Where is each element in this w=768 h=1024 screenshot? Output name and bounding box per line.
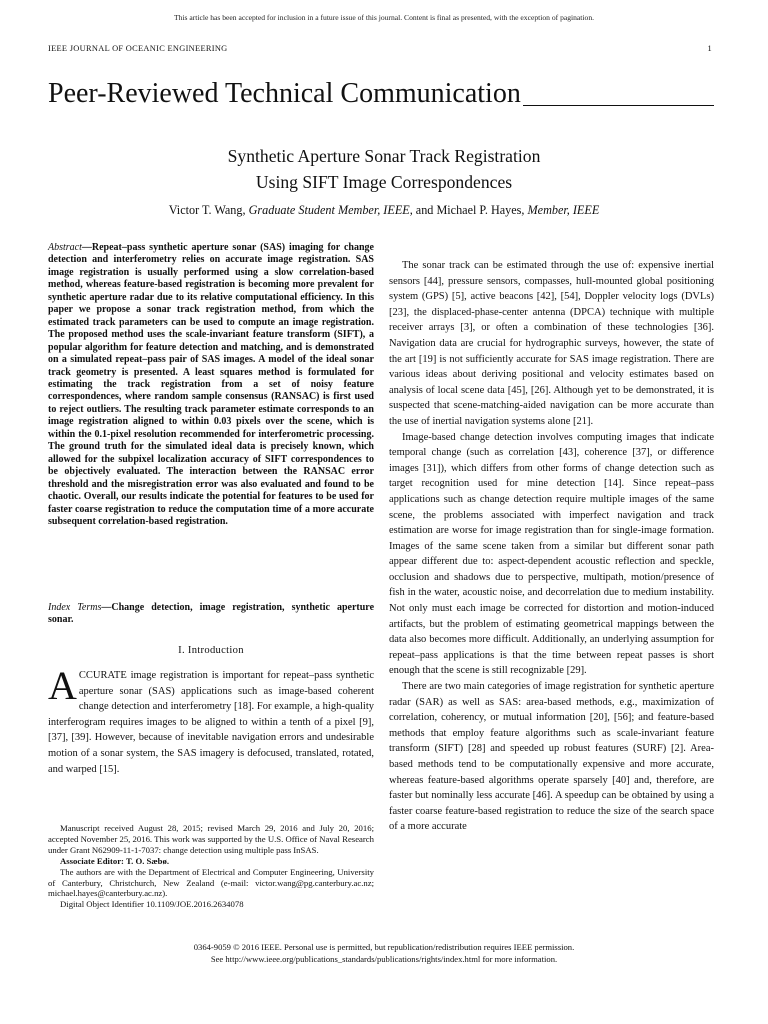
- acceptance-notice: This article has been accepted for inclusion in a future issue of this journal. Content is final as presented, with the exception of pagination.: [173, 13, 595, 22]
- author-1-role: Graduate Student Member, IEEE,: [248, 203, 413, 217]
- abstract: [48, 242, 374, 528]
- intro-text: CCURATE image registration is important for repeat–pass synthetic aperture sonar (SAS) applications such as image-based coherent change detection and interferometry [18]. For example, a high-quality interferogram requires images to be aligned to within a tenth of a pixel [9], [37], [39]. However, because of inevitable navigation errors and undesirable motion of a sonar system, the SAS imagery is defocused, translated, rotated, and warped [15].: [48, 670, 374, 775]
- intro-paragraph: [48, 663, 374, 777]
- journal-name: IEEE JOURNAL OF OCEANIC ENGINEERING: [48, 44, 228, 53]
- page-number: 1: [707, 44, 712, 53]
- section-title-text: Peer-Reviewed Technical Communication: [48, 78, 521, 109]
- paper-title-line2: Using SIFT Image Correspondences: [255, 172, 513, 192]
- paper-title: [0, 143, 768, 195]
- paper-title-line1: Synthetic Aperture Sonar Track Registration: [227, 146, 541, 166]
- abstract-text: —Repeat–pass synthetic aperture sonar (SAS) imaging for change detection and interferometry relies on accurate image registration. SAS image registration is usually performed using a slow correlation-based method, whereas feature-based registration is becoming more prevalent for synthetic aperture radar due to its relative computational efficiency. In this paper we propose a sonar track registration method, from which the estimated track parameters can be used to compute an image registration. The proposed method uses the scale-invariant feature transform (SIFT), a popular algorithm for feature detection and matching, and is demonstrated on a simulated repeat–pass pair of SAS images. A model of the ideal sonar track geometry is presented. A least squares method is formulated for estimating the track registration from a set of noisy feature correspondences, where random sample consensus (RANSAC) is first used to reject outliers. The resulting track parameter estimate corresponds to an image registration aligned to within 0.03 pixels over the scene, which is within the 0.1-pixel resolution recommended for interferometric processing. The ground truth for the simulated ideal data is precisely known, which allowed for the subpixel localization accuracy of SIFT correspondences to be objectively evaluated. The interaction between the RANSAC error threshold and the misregistration error was also evaluated and found to be chaotic. Overall, our results indicate the potential for features to be used for faster coarse registration to reduce the computation time of a more accurate subsequent correlation-based registration.: [48, 242, 374, 527]
- section-title-rule: [523, 105, 714, 106]
- right-paragraph-3: There are two main categories of image registration for synthetic aperture radar (SAR) as well as SAS: area-based methods, e.g., maximization of correlation, coherency, or mutual information [20], [56]; and feature-based methods that employ feature algorithms such as scale-invariant feature transform (SIFT) [28] and speeded up robust features (SURF) [2]. Area-based methods tend to be computationally expensive and more accurate, whereas feature-based algorithms operate sparsely [40] and, therefore, are faster but nominally less accurate [46]. A speedup can be obtained by using a faster coarse feature-based registration to reduce the size of the search space of a more accurate: [389, 681, 714, 833]
- copyright-line2: See http://www.ieee.org/publications_standards/publications/rights/index.html for more information.: [210, 954, 558, 964]
- author-line: [0, 203, 768, 218]
- footnote-editor: Associate Editor: T. O. Sæbø.: [60, 855, 169, 866]
- right-paragraph-1: The sonar track can be estimated through the use of: expensive inertial sensors [44], pressure sensors, compasses, hull-mounted global positioning system (GPS) [5], active beacons [42], [54], Doppler velocity logs (DVLs) [23], the displaced-phase-center antenna (DPCA) technique with multiple receiver arrays [3], or often a combination of these technologies [36]. Navigation data are crucial for hydrographic surveys, however, the state of the art [19] is not sufficiently accurate for SAS image registration. There are various ideas about deriving positional and velocity estimates based on analysis of local scene data [45], [26]. Although yet to be demonstrated, it is suspected that scene-matching-aided navigation can be more accurate than the use of inertial navigation systems alone [21].: [389, 260, 714, 427]
- intro-heading: I. Introduction: [178, 645, 244, 656]
- footnote-manuscript: Manuscript received August 28, 2015; revised March 29, 2016 and July 20, 2016; accepted November 25, 2016. This work was supported by the U.S. Office of Naval Research under Grant N62909-11-1-7037: change detection using multiple pass InSAS.: [48, 823, 374, 855]
- footnote-doi: Digital Object Identifier 10.1109/JOE.2016.2634078: [60, 899, 244, 910]
- copyright-line1: 0364-9059 © 2016 IEEE. Personal use is permitted, but republication/redistribution requires IEEE permission.: [193, 942, 575, 952]
- running-header: [48, 44, 712, 53]
- index-terms: [48, 602, 374, 627]
- footnote-affiliation: The authors are with the Department of Electrical and Computer Engineering, University of Canterbury, Christchurch, New Zealand (e-mail: victor.wang@pg.canterbury.ac.nz; michael.hayes@canterbury.ac.nz).: [48, 866, 374, 899]
- right-column: [389, 258, 714, 835]
- index-terms-text: —Change detection, image registration, synthetic aperture sonar.: [48, 602, 375, 626]
- drop-cap: A: [48, 663, 77, 708]
- author-conjunction: and: [415, 203, 434, 217]
- author-1: Victor T. Wang,: [168, 203, 246, 217]
- index-terms-label: Index Terms: [48, 602, 102, 613]
- author-2: Michael P. Hayes,: [436, 203, 525, 217]
- footnote: [48, 823, 374, 910]
- author-2-role: Member, IEEE: [527, 203, 600, 217]
- copyright-notice: [0, 941, 768, 965]
- abstract-label: Abstract: [48, 242, 82, 253]
- section-title: [48, 80, 714, 108]
- right-paragraph-2: Image-based change detection involves computing images that indicate temporal change (such as correlation [43], coherence [37], or difference images [31]), which differs from other forms of change detection such as target recognition used for mine detection [14]. Since repeat–pass applications such as change detection require multiple images of the same scene, the problems associated with imperfect navigation and track estimation are worse for image registration than for single-image formation. Images of the same scene taken from a similar but different sonar path appear different due to: aspect-dependent acoustic reflection and speckle, occlusion and shadows due to perspective, multipath, motion/presence of fish in the water, acoustic noise, and decorrelation due to medium instability. Not only must each image be corrected for distortion and motion-induced artifacts, but the problem of estimating geometrical mappings between the data also becomes more difficult. Additionally, an underlying assumption for repeat–pass applications is that the time between repeat passes is short enough that the scene is still recognizable [29].: [389, 431, 714, 677]
